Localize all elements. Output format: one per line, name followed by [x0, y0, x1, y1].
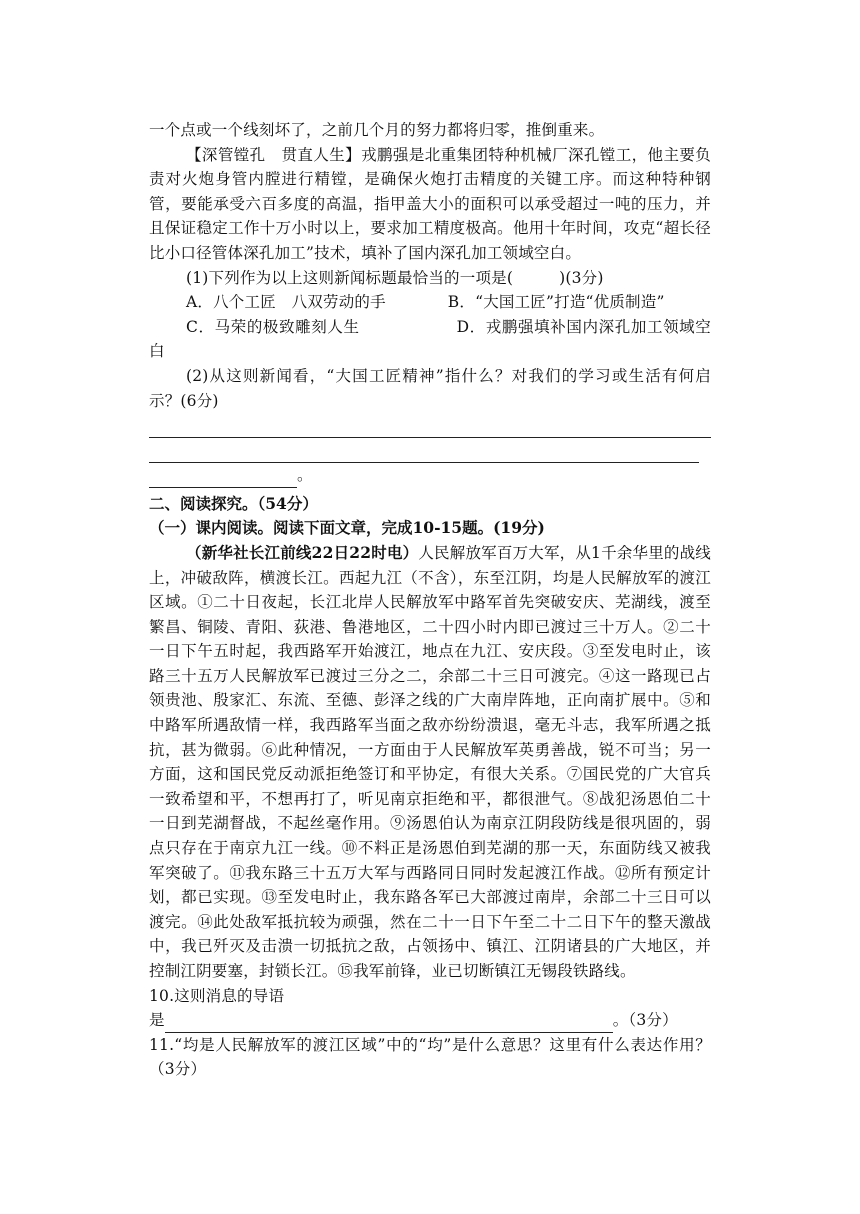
question-1-options-cd	[149, 315, 711, 364]
answer-end-mark: 。	[297, 466, 313, 485]
answer-line-1[interactable]	[149, 413, 711, 438]
question-1-stem-b: )(3分)	[559, 268, 604, 287]
question-10-answer-row	[149, 1008, 711, 1033]
paragraph-rong-pengqiang	[149, 143, 711, 266]
article-dateline: （新华社长江前线22日22时电）	[186, 542, 419, 562]
paragraph-title: 【深管镗孔 贯直人生】	[186, 145, 362, 164]
section-2-subtitle: （一）课内阅读。阅读下面文章，完成10-15题。(19分)	[149, 518, 545, 538]
section-2-title: 二、阅读探究。（54分）	[149, 493, 318, 513]
question-11-stem: 11.“均是人民解放军的渡江区域”中的“均”是什么意思？这里有什么表达作用？（3分）	[149, 1035, 711, 1079]
option-c[interactable]: C．马荣的极致雕刻人生	[186, 317, 360, 336]
exam-page	[149, 118, 711, 1082]
answer-line-3-row	[149, 463, 711, 488]
option-a[interactable]: A．八个工匠 八双劳动的手	[186, 293, 386, 312]
question-10-stem: 10.这则消息的导语	[149, 986, 285, 1005]
question-1-stem-a: (1)下列作为以上这则新闻标题最恰当的一项是(	[186, 268, 514, 287]
news-article	[149, 541, 711, 984]
question-10-answer-line[interactable]	[165, 1016, 613, 1033]
option-d[interactable]: D．戎鹏强填补国内深孔加工领域空白	[149, 317, 711, 361]
article-body: 人民解放军百万大军，从1千余华里的战线上，冲破敌阵，横渡长江。西起九江（不含），东至江阴，均是人民解放军的渡江区域。①二十日夜起，长江北岸人民解放军中路军首先突破安庆、芜湖线，渡至繁昌、铜陵、青阳、荻港、鲁港地区，二十四小时内即已渡过三十万人。②二十一日下午五时起，我西路军开始渡江，地点在九江、安庆段。③至发电时止，该路三十五万人民解放军已渡过三分之二，余部二十三日可渡完。④这一路现已占领贵池、殷家汇、东流、至德、彭泽之线的广大南岸阵地，正向南扩展中。⑤和中路军所遇敌情一样，我西路军当面之敌亦纷纷溃退，毫无斗志，我军所遇之抵抗，甚为微弱。⑥此种情况，一方面由于人民解放军英勇善战，锐不可当；另一方面，这和国民党反动派拒绝签订和平协定，有很大关系。⑦国民党的广大官兵一致希望和平，不想再打了，听见南京拒绝和平，都很泄气。⑧战犯汤恩伯二十一日到芜湖督战，不起丝毫作用。⑨汤恩伯认为南京江阴段防线是很巩固的，弱点只存在于南京九江一线。⑩不料正是汤恩伯到芜湖的那一天，东面防线又被我军突破了。⑪我东路三十五万大军与西路同日同时发起渡江作战。⑫所有预定计划，都已实现。⑬至发电时止，我东路各军已大部渡过南岸，余部二十三日可以渡完。⑭此处敌军抵抗较为顽强，然在二十一日下午至二十二日下午的整天激战中，我已歼灭及击溃一切抵抗之敌，占领扬中、镇江、江阴诸县的广大地区，并控制江阴要塞，封锁长江。⑮我军前锋，业已切断镇江无锡段铁路线。	[149, 543, 712, 980]
answer-line-3[interactable]	[149, 473, 297, 488]
question-1-options-ab	[149, 290, 711, 315]
question-2-stem: (2)从这则新闻看，“大国工匠精神”指什么？对我们的学习或生活有何启示？(6分)	[149, 366, 711, 410]
paragraph-continuation: 一个点或一个线刻坏了，之前几个月的努力都将归零，推倒重来。	[149, 121, 605, 139]
question-10-prefix: 是	[149, 1011, 165, 1030]
option-b[interactable]: B．“大国工匠”打造“优质制造”	[447, 293, 665, 312]
paragraph-body: 戎鹏强是北重集团特种机械厂深孔镗工，他主要负责对火炮身管内膛进行精镗，是确保火炮打击精度的关键工序。而这种特种钢管，要能承受六百多度的高温，指甲盖大小的面积可以承受超过一吨的压力，并且保证稳定工作十万小时以上，要求加工精度极高。他用十年时间，攻克“超长径比小口径管体深孔加工”技术，填补了国内深孔加工领域空白。	[149, 145, 712, 262]
question-10-suffix: 。（3分）	[612, 1011, 678, 1030]
answer-line-2[interactable]	[149, 438, 699, 463]
question-1-stem	[149, 266, 711, 291]
